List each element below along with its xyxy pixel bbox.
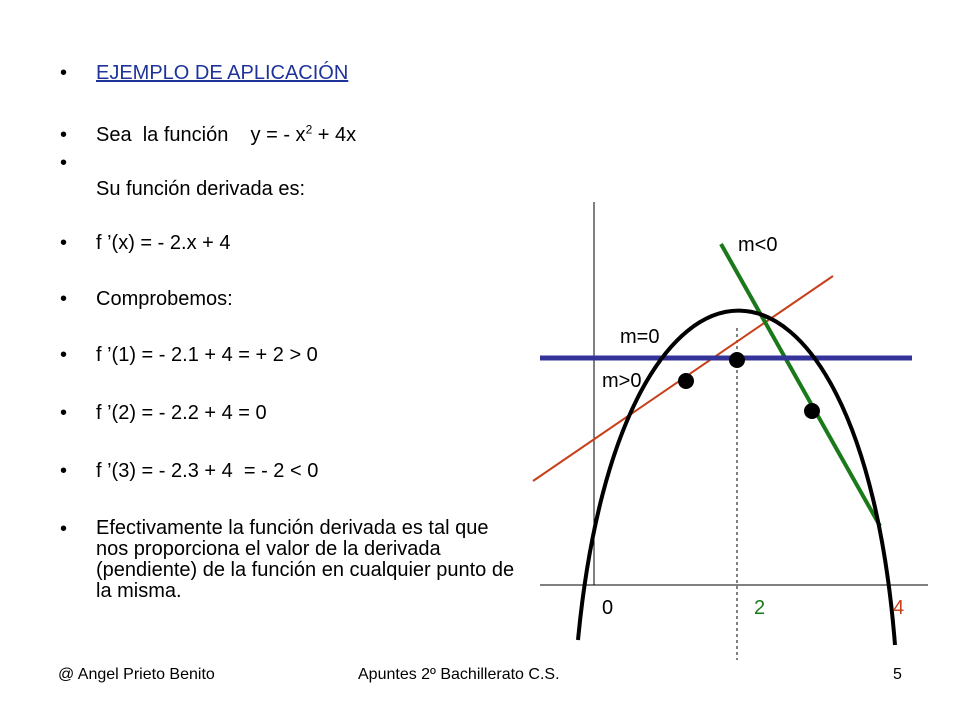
check-label: Comprobemos: — [96, 288, 233, 310]
bullet-dot: • — [60, 124, 68, 146]
bullet-dot: • — [60, 402, 68, 424]
eval-f2: f ’(2) = - 2.2 + 4 = 0 — [96, 402, 267, 424]
bullet-dot: • — [60, 232, 68, 254]
bullet-dot: • — [60, 152, 68, 174]
bullet-dot: • — [60, 460, 68, 482]
label-m-zero: m=0 — [620, 326, 660, 348]
footer-page-number: 5 — [893, 666, 902, 683]
derivative-intro: Su función derivada es: — [96, 178, 306, 200]
tick-label-4: 4 — [893, 597, 905, 619]
bullet-dot: • — [60, 288, 68, 310]
bullet-dot: • — [60, 518, 68, 540]
tangent-negative-slope — [721, 244, 880, 526]
eval-f3: f ’(3) = - 2.3 + 4 = - 2 < 0 — [96, 460, 319, 482]
conclusion-text: Efectivamente la función derivada es tal que nos proporciona el valor de la derivada (pendiente) de la función en cualquier punto de la misma. — [96, 517, 520, 602]
footer-course: Apuntes 2º Bachillerato C.S. — [358, 666, 560, 683]
tangent-point-vertex — [729, 352, 745, 368]
footer-author: @ Angel Prieto Benito — [58, 666, 215, 683]
derivative-formula: f ’(x) = - 2.x + 4 — [96, 232, 231, 254]
bullet-dot: • — [60, 62, 68, 84]
section-title: EJEMPLO DE APLICACIÓN — [96, 62, 349, 84]
eval-f1: f ’(1) = - 2.1 + 4 = + 2 > 0 — [96, 344, 318, 366]
tangent-point-right — [804, 403, 820, 419]
function-definition: Sea la función y = - $x^2 + 4x$ — [96, 122, 357, 146]
tick-label-0: 0 — [602, 597, 614, 619]
label-m-negative: m<0 — [738, 234, 778, 256]
tick-label-2: 2 — [754, 597, 766, 619]
tangent-point-left — [678, 373, 694, 389]
bullet-dot: • — [60, 344, 68, 366]
label-m-positive: m>0 — [602, 370, 642, 392]
